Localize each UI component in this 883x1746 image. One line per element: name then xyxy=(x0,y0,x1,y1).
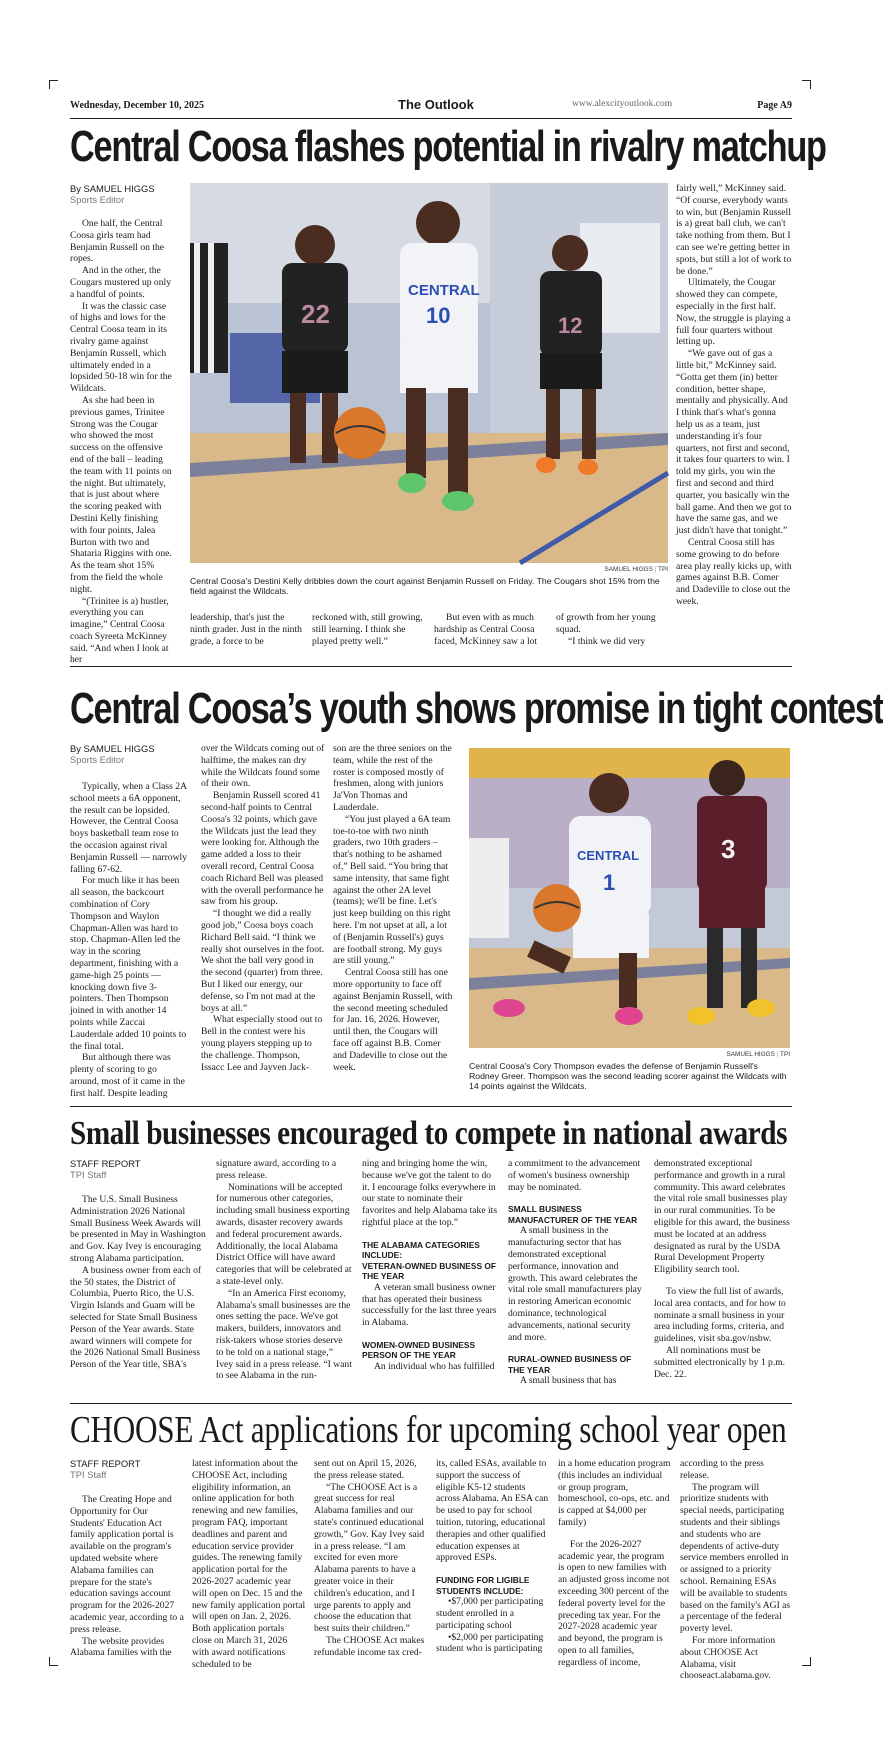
paragraph: One half, the Central Coosa girls team had Benjamin Russell on the ropes. xyxy=(70,218,165,265)
paragraph: A business owner from each of the 50 states, the District of Columbia, Puerto Rico, the U.S. Virgin Islands and Guam will be selected for State Small Business Person of the Year awards. State award winners will compete for the 2026 National Small Business Person of the Year title, SBA's xyxy=(70,1264,202,1371)
story1-under-col-4 xyxy=(556,612,668,647)
credit-photographer: SAMUEL HIGGS xyxy=(726,1051,775,1058)
paragraph: Benjamin Russell scored 41 second-half points to Central Coosa's 32 points, which gave the Wildcats just the lead they were looking for. Although the game added a loss to their overall record, Central Coosa coach Richard Bell was pleased with the overall performance he saw from his group. xyxy=(201,790,324,908)
paragraph: For more information about CHOOSE Act Alabama, visit chooseact.alabama.gov. xyxy=(680,1634,776,1682)
paragraph: in a home education program (this includes an individual or group program, homeschool, co-ops, etc. and is capped at $4,000 per family) xyxy=(558,1458,671,1528)
paragraph: “You just played a 6A team toe-to-toe with two ninth graders, two 10th graders – that's nothing to be ashamed of,” Bell said. “You bring that same intensity, that same fight against the other 2A level (teams); we'll be fine. Let's just keep building on this right here. I'm not upset at all, a lot of (Benjamin Russell's) guys are football strong. My guys are still young.” xyxy=(333,813,451,967)
byline-role: TPI Staff xyxy=(70,1469,107,1480)
paragraph: Ultimately, the Cougar showed they can compete, especially in the first half. Now, the struggle is playing a full four quarters without letting up. xyxy=(676,277,791,348)
story1-byline xyxy=(70,183,170,205)
jersey-number-left: 1 xyxy=(603,870,616,895)
paragraph: But although there was plenty of scoring to go around, most of it came in the first half. Despite leading xyxy=(70,1052,185,1099)
story3-byline xyxy=(70,1158,190,1180)
paragraph: its, called ESAs, available to support the success of eligible K5-12 students across Alabama. An ESA can be used to pay for school tuition, tutoring, educational therapies and other qualified education expenses at approved ESPs. xyxy=(436,1458,549,1564)
paragraph: “In an America First economy, Alabama's small businesses are the ones setting the pace. We've got makers, builders, innovators and risk-takers whose stories deserve to be told on a national stage,” Ivey said in a press release. “I want to see Alabama in the run- xyxy=(216,1287,352,1382)
paragraph: “We gave out of gas a little bit,” McKinney said. “Gotta get them (in) better condition, better shape, mentally and physically. And I think that's what's gonna help us as a team, just understanding it's four quarters, not first and second, it takes four quarters to win. I told my girls, you win the first and second and third quarter, you basically win the ball game. And then we got to have the same gas, and we just didn't have that tonight.” xyxy=(676,348,792,537)
paragraph: of growth from her young squad. xyxy=(556,612,656,635)
story1-under-col-2 xyxy=(312,612,426,647)
byline-role: Sports Editor xyxy=(70,754,125,765)
story2-byline xyxy=(70,743,170,765)
section-rule-1 xyxy=(70,666,792,667)
story4-column-2 xyxy=(192,1458,306,1670)
paragraph: All nominations must be submitted electronically by 1 p.m. Dec. 22. xyxy=(654,1344,786,1380)
byline-name: By SAMUEL HIGGS xyxy=(70,183,155,194)
team-name-center: CENTRAL xyxy=(408,282,480,299)
subhead-categories: THE ALABAMA CATEGORIES INCLUDE: xyxy=(362,1239,480,1261)
story2-column-2 xyxy=(201,743,325,1073)
paragraph: As she had been in previous games, Trinitee Strong was the Cougar who showed the most success on the offensive end of the ball – leading the team with 11 points on the night. But ultimately, that is just about where the scoring peaked with Destini Kelly finishing with four points, Jalea Burton with two and Shataria Riggins with one. As the team shot 15% from the field the whole night. xyxy=(70,394,172,595)
paragraph: An individual who has fulfilled xyxy=(374,1360,495,1372)
credit-photographer: SAMUEL HIGGS xyxy=(604,566,653,573)
paragraph: A small business that has xyxy=(520,1375,617,1387)
credit-outlet: TPI xyxy=(780,1051,790,1058)
paragraph: according to the press release. xyxy=(680,1458,764,1481)
jersey-number-right: 3 xyxy=(721,834,736,864)
girls-basketball-photo xyxy=(190,183,668,563)
issue-date: Wednesday, December 10, 2025 xyxy=(70,100,204,111)
page-number: Page A9 xyxy=(757,100,792,111)
section-rule-2 xyxy=(70,1106,792,1107)
paragraph: reckoned with, still growing, still learning. I think she played pretty well.” xyxy=(312,612,423,647)
story4-column-1 xyxy=(70,1494,184,1659)
crop-mark-bottom-left xyxy=(49,1657,58,1666)
paragraph: To view the full list of awards, local area contacts, and for how to nominate a small business in your area including forms, criteria, and guidelines, visit sba.gov/nsbw. xyxy=(654,1285,786,1345)
story4-column-6 xyxy=(680,1458,792,1682)
story3-headline: Small businesses encouraged to compete in national awards xyxy=(70,1115,788,1152)
paragraph: Central Coosa still has one more opportunity to face off against Benjamin Russell, with the second meeting scheduled for Jan. 16, 2026. However, until then, the Cougars will face off against B.B. Comer and Dadeville to close out the week. xyxy=(333,967,453,1073)
paragraph: “I think we did very xyxy=(568,635,646,647)
story1-photo-credit xyxy=(560,566,668,573)
paragraph: The CHOOSE Act makes refundable income tax cred- xyxy=(314,1634,425,1658)
paragraph: But even with as much hardship as Central Coosa faced, McKinney saw a lot xyxy=(434,612,538,647)
story3-column-3 xyxy=(362,1158,498,1373)
crop-mark-top-left xyxy=(49,80,58,89)
boys-basketball-photo xyxy=(469,748,790,1048)
paragraph: a commitment to the advancement of women's business ownership may be nominated. xyxy=(508,1158,641,1193)
subhead-manufacturer: SMALL BUSINESS MANUFACTURER OF THE YEAR xyxy=(508,1204,638,1225)
paragraph: The program will prioritize students with special needs, participating students and their siblings and students who are dependents of active-duty service members enrolled in or assigned to a priority school. Remaining ESAs will be available to students based on the family's AGI as a percentage of the federal poverty level. xyxy=(680,1481,791,1635)
story4-headline: CHOOSE Act applications for upcoming school year open xyxy=(70,1409,787,1451)
website-url[interactable]: www.alexcityoutlook.com xyxy=(572,99,673,109)
story2-caption: Central Coosa's Cory Thompson evades the defense of Benjamin Russell's Rodney Greer. Thompson was the second leading scorer against the Wildcats with 14 points against the Wildcats. xyxy=(469,1061,787,1092)
story2-photo xyxy=(469,748,790,1048)
paragraph: It was the classic case of highs and lows for the Central Coosa team in its rivalry game against Benjamin Russell, which ultimately ended in a lopsided 50-18 win for the Wildcats. xyxy=(70,300,172,395)
story1-photo xyxy=(190,183,668,563)
subhead-rural: RURAL-OWNED BUSINESS OF THE YEAR xyxy=(508,1354,632,1375)
paragraph: Typically, when a Class 2A school meets a 6A opponent, the result can be lopsided. However, the Central Coosa boys basketball team rose to the occasion against rival Benjamin Russell — narrowly falling 67-62. xyxy=(70,781,187,875)
crop-mark-top-right xyxy=(802,80,811,89)
credit-separator: | xyxy=(654,566,657,573)
paragraph: over the Wildcats coming out of halftime, the makes ran dry while the Wildcats found some of their own. xyxy=(201,743,325,790)
byline-role: TPI Staff xyxy=(70,1169,107,1180)
paragraph: For much like it has been all season, the backcourt combination of Cory Thompson and Waylon Chapman-Allen was hard to stop. Chapman-Allen led the way in the scoring department, finishing with a game-high 25 points — knocking down five 3-pointers. Then Thompson joined in with another 14 points while Zaccai Lauderdale added 10 points to the final total. xyxy=(70,875,187,1052)
paragraph: Central Coosa still has some growing to do before area play really kicks up, with games against B.B. Comer and Dadeville to close out the week. xyxy=(676,536,792,607)
story1-under-col-3 xyxy=(434,612,548,647)
story4-byline xyxy=(70,1458,180,1480)
story1-right-column xyxy=(676,183,792,608)
paragraph: leadership, that's just the ninth grader. Just in the ninth grade, a force to be xyxy=(190,612,302,647)
story3-column-2 xyxy=(216,1158,352,1382)
credit-outlet: TPI xyxy=(658,566,668,573)
paragraph: fairly well,” McKinney said. “Of course, everybody wants to win, but (Benjamin Russell is a) great ball club, we can't take nothing from them. But I can see we're getting better in spots, but still a lot of work to be done.” xyxy=(676,183,792,277)
paragraph: The U.S. Small Business Administration 2026 National Small Business Week Awards will be presented in May in Washington and Gov. Kay Ivey is encouraging strong Alabama participation. xyxy=(70,1194,206,1264)
story3-column-5 xyxy=(654,1158,792,1380)
page-header xyxy=(70,97,792,115)
story1-column-1 xyxy=(70,218,172,666)
jersey-number-right: 12 xyxy=(558,313,583,338)
paper-name: The Outlook xyxy=(398,97,474,112)
paragraph: demonstrated exceptional performance and growth in a rural community. This award celebrates the vital role small businesses play in our rural communities. To be eligible for this award, the business must be located at an address designated as rural by the USDA Rural Development Property Eligibility search tool. xyxy=(654,1158,790,1276)
story2-headline: Central Coosa’s youth shows promise in tight contest xyxy=(70,684,883,733)
paragraph: What especially stood out to Bell in the contest were his young players stepping up to the challenge. Thompson, Issacc Lee and Jayven Jack- xyxy=(201,1014,323,1073)
byline-name: By SAMUEL HIGGS xyxy=(70,743,155,754)
paragraph: The website provides Alabama families with the xyxy=(70,1635,172,1659)
paragraph: latest information about the CHOOSE Act, including eligibility information, an online application for both renewing and new families, program FAQ, important deadlines and parent and education service provider guides. The renewing family application portal for the 2026-2027 academic year will open on Dec. 15 and the new family application portal will open on Jan. 2, 2026. Both application portals close on March 31, 2026 with award notifications scheduled to be xyxy=(192,1458,306,1670)
paragraph: sent out on April 15, 2026, the press release stated. xyxy=(314,1458,417,1481)
paragraph: The Creating Hope and Opportunity for Our Students' Education Act family application portal is available on the program's updated website where Alabama families can prepare for the state's education savings account program for the 2026-2027 academic year, according to a press release. xyxy=(70,1494,184,1635)
story4-column-5 xyxy=(558,1458,672,1669)
subhead-women: WOMEN-OWNED BUSINESS PERSON OF THE YEAR xyxy=(362,1339,476,1361)
story2-photo-credit xyxy=(690,1051,790,1058)
story3-column-4 xyxy=(508,1158,644,1387)
paragraph: “(Trinitee is a) hustler, everything you can imagine,” Central Coosa coach Syreeta McKinney said. “And when I look at her xyxy=(70,595,169,666)
paragraph: For the 2026-2027 academic year, the program is open to new families with an adjusted gross income not exceeding 300 percent of the federal poverty level for the preceding tax year. For the 2027-2028 academic year and beyond, the program is open to all families, regardless of income, xyxy=(558,1538,670,1668)
paragraph: And in the other, the Cougars mustered up only a handful of points. xyxy=(70,265,171,300)
paragraph: A small business in the manufacturing sector that has demonstrated exceptional performance, innovation and growth. This award celebrates the vital role small manufacturers play in restoring American economic dominance, technological advancements, national security and more. xyxy=(508,1225,642,1343)
team-name-left: CENTRAL xyxy=(577,848,640,863)
credit-separator: | xyxy=(776,1051,779,1058)
paragraph: •$2,000 per participating student who is participating xyxy=(436,1631,544,1655)
subhead-veteran: VETERAN-OWNED BUSINESS OF THE YEAR xyxy=(362,1260,497,1282)
paragraph: son are the three seniors on the team, while the rest of the roster is composed mostly of freshmen, along with juniors Ja'Von Thomas and Lauderdale. xyxy=(333,743,452,813)
byline-name: STAFF REPORT xyxy=(70,1158,141,1169)
story1-headline: Central Coosa flashes potential in rivalry matchup xyxy=(70,122,826,171)
header-rule xyxy=(70,118,792,119)
byline-role: Sports Editor xyxy=(70,194,125,205)
byline-name: STAFF REPORT xyxy=(70,1458,141,1469)
crop-mark-bottom-right xyxy=(802,1657,811,1666)
jersey-number-left: 22 xyxy=(301,299,330,329)
paragraph: “The CHOOSE Act is a great success for real Alabama families and our state's continued educational growth,” Gov. Kay Ivey said in a press release. “I am excited for even more Alabama parents to have a greater voice in their children's education, and I urge parents to apply and choose the education that best suits their children.” xyxy=(314,1481,425,1635)
story4-column-4 xyxy=(436,1458,550,1655)
paragraph: •$7,000 per participating student enrolled in a participating school xyxy=(436,1596,544,1631)
story3-column-1 xyxy=(70,1194,206,1371)
paragraph: ning and bringing home the win, because we've got the talent to do it. I encourage folks everywhere in our state to nominate their favorites and help Alabama take its rightful place at the top.” xyxy=(362,1158,498,1228)
story1-under-col-1 xyxy=(190,612,304,647)
section-rule-3 xyxy=(70,1403,792,1404)
story1-caption: Central Coosa's Destini Kelly dribbles down the court against Benjamin Russell on Friday. The Cougars shot 15% from the field against the Wildcats. xyxy=(190,576,660,597)
story2-column-1 xyxy=(70,781,188,1100)
jersey-number-center: 10 xyxy=(426,303,451,328)
paragraph: signature award, according to a press release. xyxy=(216,1158,337,1181)
paragraph: A veteran small business owner that has operated their business successfully for the last three years in Alabama. xyxy=(362,1281,497,1329)
subhead-funding: FUNDING FOR LIGIBLE STUDENTS INCLUDE: xyxy=(436,1575,530,1596)
paragraph: Nominations will be accepted for numerous other categories, including small business exporting awards, disaster recovery awards and federal procurement awards. Additionally, the local Alabama District Office will have award categories that will be celebrated at a state-level only. xyxy=(216,1181,352,1287)
paragraph: “I thought we did a really good job,” Coosa boys coach Richard Bell said. “I think we really shot ourselves in the foot. We shot the ball very good in the second (quarter) from three. But I liked our energy, our defense, so I'm not mad at the boys at all.” xyxy=(201,908,325,1014)
story4-column-3 xyxy=(314,1458,428,1659)
story2-column-3 xyxy=(333,743,453,1073)
